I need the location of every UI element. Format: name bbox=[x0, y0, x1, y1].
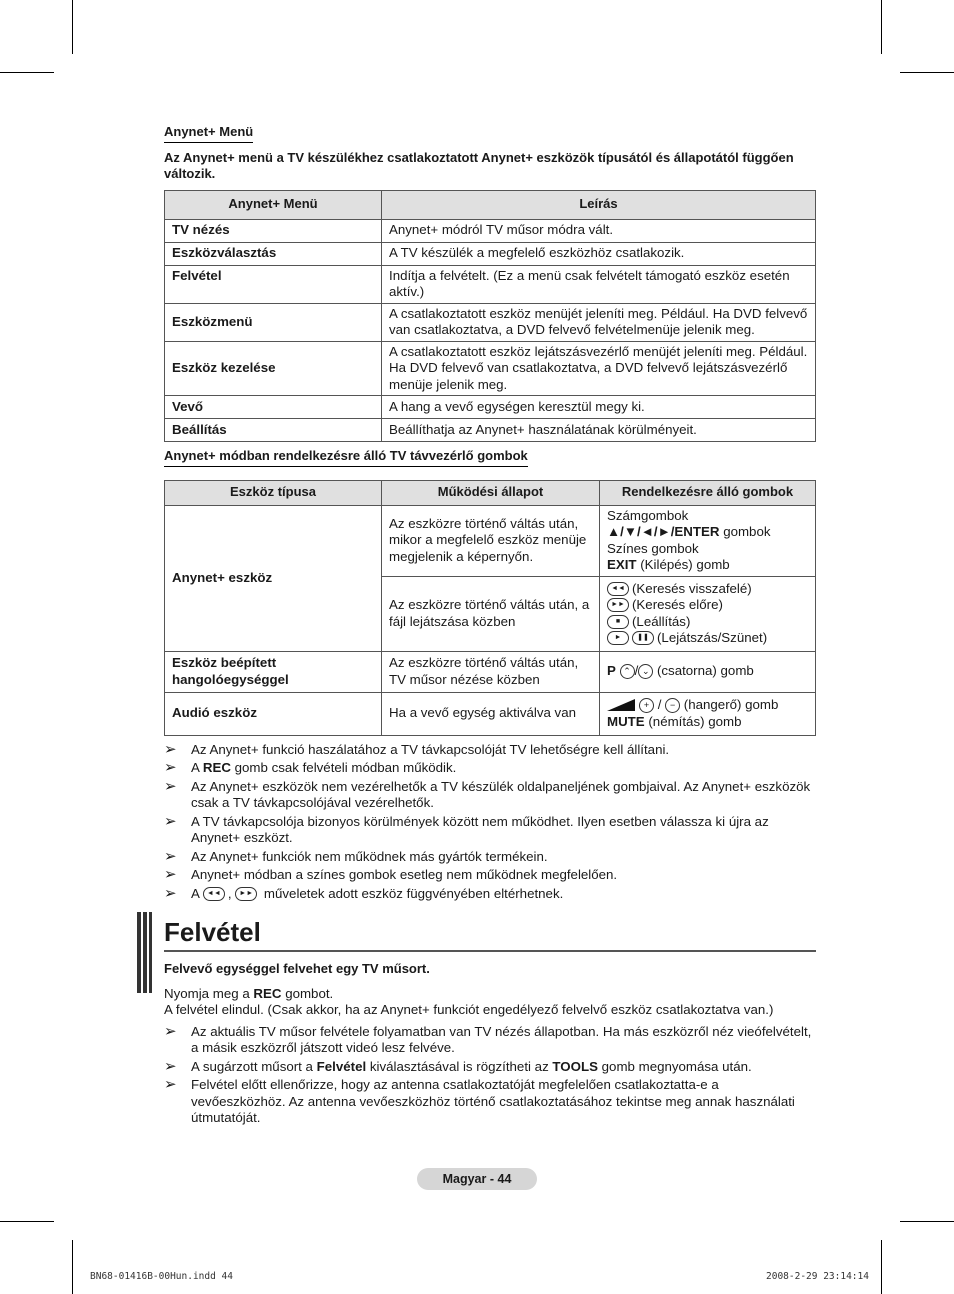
state-cell: Ha a vevő egység aktiválva van bbox=[382, 692, 600, 735]
note-text: műveletek adott eszköz függvényében eltérhetnek. bbox=[260, 885, 564, 901]
channel-up-icon: ⌃ bbox=[620, 664, 635, 679]
menu-item-cell: Beállítás bbox=[165, 419, 382, 442]
table-row bbox=[165, 341, 816, 396]
menu-item-cell: Felvétel bbox=[165, 265, 382, 303]
play-pause-label: (Lejátszás/Szünet) bbox=[657, 630, 768, 645]
remote-buttons-table bbox=[164, 480, 816, 736]
arrow-bullet-icon: ➢ bbox=[164, 777, 177, 795]
table-row bbox=[165, 242, 816, 265]
note-text: A bbox=[191, 885, 203, 901]
rewind-icon: ◄◄ bbox=[607, 582, 629, 596]
crop-mark bbox=[900, 72, 954, 73]
table-row bbox=[165, 651, 816, 692]
buttons-cell bbox=[600, 505, 816, 576]
buttons-cell bbox=[600, 692, 816, 735]
menu-item-cell: TV nézés bbox=[165, 219, 382, 242]
rewind-label: (Keresés visszafelé) bbox=[632, 580, 752, 596]
arrow-bullet-icon: ➢ bbox=[164, 884, 177, 902]
buttons-line bbox=[607, 597, 808, 614]
rec-label: REC bbox=[202, 760, 231, 775]
description-cell: Beállíthatja az Anynet+ használatának körülményeit. bbox=[382, 419, 816, 442]
stop-icon: ■ bbox=[607, 615, 629, 629]
note-text: gomb megnyomása után. bbox=[597, 1058, 752, 1074]
note-text: Az aktuális TV műsor felvétele folyamatban van TV nézés állapotban. Ha más eszközről néz vieófelvételt, a másik eszközről játszott videó lesz felvéve. bbox=[191, 1023, 812, 1055]
note-text: Az Anynet+ funkciók nem működnek más gyártók termékein. bbox=[191, 848, 548, 864]
table-header: Leírás bbox=[382, 190, 816, 219]
buttons-line: + / − (hangerő) gomb bbox=[607, 697, 808, 714]
description-cell: A csatlakoztatott eszköz menüjét jeleníti meg. Például. Ha DVD felvevő van csatlakoztatva, a DVD felvevő felvételmenüje jelenik meg. bbox=[382, 303, 816, 341]
table-row bbox=[165, 219, 816, 242]
description-cell: Indítja a felvételt. (Ez a menü csak felvételt támogató eszköz esetén aktív.) bbox=[382, 265, 816, 303]
recording-subtitle: Felvevő egységgel felvehet egy TV műsort. bbox=[164, 961, 430, 976]
recording-paragraph: A felvétel elindul. (Csak akkor, ha az Anynet+ funkciót engedélyező felvelvő eszköz csatlakoztatva van.) bbox=[164, 1002, 774, 1017]
crop-mark bbox=[0, 1221, 54, 1222]
note-text: A TV távkapcsolója bizonyos körülmények között nem működhet. Ilyen esetben válassza ki újra az Anynet+ eszközt. bbox=[191, 813, 769, 845]
buttons-cell bbox=[600, 576, 816, 651]
recording-section bbox=[164, 912, 816, 1127]
table-header: Eszköz típusa bbox=[165, 480, 382, 505]
fast-forward-label: (Keresés előre) bbox=[632, 597, 723, 612]
table-row bbox=[165, 303, 816, 341]
mute-button-label: MUTE bbox=[607, 713, 645, 729]
table-header: Működési állapot bbox=[382, 480, 600, 505]
section-title-anynet-menu: Anynet+ Menü bbox=[164, 124, 253, 143]
recording-heading: Felvétel bbox=[164, 912, 816, 952]
note-item bbox=[164, 760, 816, 777]
arrow-bullet-icon: ➢ bbox=[164, 866, 177, 883]
note-text: kiválasztásával is rögzítheti az bbox=[366, 1058, 553, 1074]
description-cell: A TV készülék a megfelelő eszközhöz csatlakozik. bbox=[382, 242, 816, 265]
table-row bbox=[165, 505, 816, 576]
note-item bbox=[164, 1059, 816, 1076]
crop-mark bbox=[900, 1221, 954, 1222]
buttons-cell: P ⌃ / ⌄ (csatorna) gomb bbox=[600, 651, 816, 692]
arrow-bullet-icon: ➢ bbox=[164, 1076, 177, 1093]
buttons-suffix: (Kilépés) gomb bbox=[636, 557, 730, 572]
device-type-cell: Audió eszköz bbox=[165, 692, 382, 735]
arrow-bullet-icon: ➢ bbox=[164, 812, 177, 830]
note-item bbox=[164, 1024, 816, 1057]
arrow-bullet-icon: ➢ bbox=[164, 759, 177, 776]
pause-icon: ❚❚ bbox=[632, 631, 654, 645]
volume-suffix: (hangerő) gomb bbox=[680, 697, 779, 712]
crop-mark bbox=[881, 0, 882, 54]
page-content bbox=[164, 124, 816, 1129]
note-text: Az Anynet+ funkció haszálatához a TV távkapcsolóját TV lehetőségre kell állítani. bbox=[191, 741, 670, 757]
volume-down-icon: − bbox=[665, 698, 680, 713]
arrow-buttons-label: ▲/▼/◄/►/ENTER bbox=[607, 524, 720, 539]
rewind-icon: ◄◄ bbox=[203, 887, 225, 901]
table-row bbox=[165, 692, 816, 735]
description-cell: A csatlakoztatott eszköz lejátszásvezérlő menüjét jeleníti meg. Például. Ha DVD felvevő van csatlakoztatva, a DVD felvevő lejátszásvezérlő menüje jelenik meg. bbox=[382, 341, 816, 396]
note-item bbox=[164, 779, 816, 812]
buttons-line: Számgombok bbox=[607, 507, 689, 523]
note-text: , bbox=[227, 885, 236, 901]
device-type-cell: Anynet+ eszköz bbox=[165, 505, 382, 651]
buttons-line bbox=[607, 581, 808, 598]
table-header: Rendelkezésre álló gombok bbox=[600, 480, 816, 505]
volume-icon bbox=[607, 699, 635, 711]
fast-forward-icon: ►► bbox=[607, 598, 629, 612]
felvetel-label: Felvétel bbox=[316, 1058, 367, 1074]
note-text: Az Anynet+ eszközök nem vezérelhetők a TV készülék oldalpaneljének gombjaival. Az Anynet+ eszközök csak a TV távkapcsolójával vezérelhetők. bbox=[191, 778, 811, 810]
note-text: Anynet+ módban a színes gombok esetleg nem működnek megfelelően. bbox=[191, 867, 618, 882]
state-cell: Az eszközre történő váltás után, a fájl lejátszása közben bbox=[382, 576, 600, 651]
state-cell: Az eszközre történő váltás után, TV műsor nézése közben bbox=[382, 651, 600, 692]
channel-down-icon: ⌄ bbox=[638, 664, 653, 679]
note-text: A sugárzott műsort a bbox=[191, 1058, 317, 1074]
note-item bbox=[164, 1077, 816, 1127]
table-row bbox=[165, 396, 816, 419]
menu-item-cell: Vevő bbox=[165, 396, 382, 419]
buttons-line bbox=[607, 524, 808, 541]
crop-mark bbox=[0, 72, 54, 73]
heading-bars-decoration bbox=[137, 912, 151, 993]
buttons-line: Színes gombok bbox=[607, 540, 699, 556]
note-text: A bbox=[191, 760, 203, 775]
arrow-bullet-icon: ➢ bbox=[164, 740, 177, 758]
description-cell: A hang a vevő egységen keresztül megy ki. bbox=[382, 396, 816, 419]
crop-mark bbox=[72, 0, 73, 54]
notes-list bbox=[164, 742, 816, 903]
menu-item-cell: Eszközmenü bbox=[165, 303, 382, 341]
state-cell: Az eszközre történő váltás után, mikor a megfelelő eszköz menüje megjelenik a képernyőn. bbox=[382, 505, 600, 576]
page-number-badge: Magyar - 44 bbox=[417, 1168, 537, 1190]
rec-label: REC bbox=[253, 985, 282, 1001]
p-button-label: P bbox=[607, 663, 616, 679]
buttons-suffix: gombok bbox=[719, 524, 771, 539]
volume-up-icon: + bbox=[639, 698, 654, 713]
recording-paragraph bbox=[164, 986, 816, 1003]
print-timestamp: 2008-2-29 23:14:14 bbox=[766, 1271, 869, 1282]
buttons-line bbox=[607, 714, 808, 731]
menu-item-cell: Eszköz kezelése bbox=[165, 341, 382, 396]
mute-suffix: (némítás) gomb bbox=[644, 713, 742, 729]
section-title-remote-buttons: Anynet+ módban rendelkezésre álló TV távvezérlő gombok bbox=[164, 448, 528, 467]
fast-forward-icon: ►► bbox=[235, 887, 257, 901]
buttons-line bbox=[607, 614, 808, 631]
crop-mark bbox=[881, 1240, 882, 1294]
section-intro: Az Anynet+ menü a TV készülékhez csatlakoztatott Anynet+ eszközök típusától és állapotától függően változik. bbox=[164, 149, 794, 181]
note-text: Felvétel előtt ellenőrizze, hogy az antenna csatlakoztatóját megfelelően csatlakoztatta-e a vevőeszközhöz. Az antenna vevőeszközhöz történő csatlakoztatásához tekintse meg annak használati útmutatóját. bbox=[191, 1077, 795, 1125]
note-item bbox=[164, 742, 816, 759]
note-text: gomb csak felvételi módban működik. bbox=[230, 760, 457, 775]
table-row bbox=[165, 419, 816, 442]
file-info: BN68-01416B-00Hun.indd 44 bbox=[90, 1271, 233, 1282]
note-item bbox=[164, 814, 816, 847]
para-text: gombot. bbox=[281, 985, 334, 1001]
exit-button-label: EXIT bbox=[607, 557, 637, 572]
tools-label: TOOLS bbox=[552, 1058, 598, 1074]
table-row bbox=[165, 265, 816, 303]
anynet-menu-table bbox=[164, 190, 816, 443]
channel-suffix: (csatorna) gomb bbox=[653, 663, 754, 679]
note-item bbox=[164, 867, 816, 884]
note-item bbox=[164, 849, 816, 866]
stop-label: (Leállítás) bbox=[632, 613, 691, 629]
note-item bbox=[164, 886, 816, 903]
arrow-bullet-icon: ➢ bbox=[164, 1057, 177, 1075]
buttons-line bbox=[607, 557, 808, 574]
description-cell: Anynet+ módról TV műsor módra vált. bbox=[382, 219, 816, 242]
table-header: Anynet+ Menü bbox=[165, 190, 382, 219]
play-icon: ► bbox=[607, 631, 629, 645]
para-text: Nyomja meg a bbox=[164, 985, 254, 1001]
menu-item-cell: Eszközválasztás bbox=[165, 242, 382, 265]
arrow-bullet-icon: ➢ bbox=[164, 847, 177, 865]
device-type-cell: Eszköz beépített hangolóegységgel bbox=[165, 651, 382, 692]
buttons-line bbox=[607, 630, 808, 647]
arrow-bullet-icon: ➢ bbox=[164, 1022, 177, 1040]
crop-mark bbox=[72, 1240, 73, 1294]
